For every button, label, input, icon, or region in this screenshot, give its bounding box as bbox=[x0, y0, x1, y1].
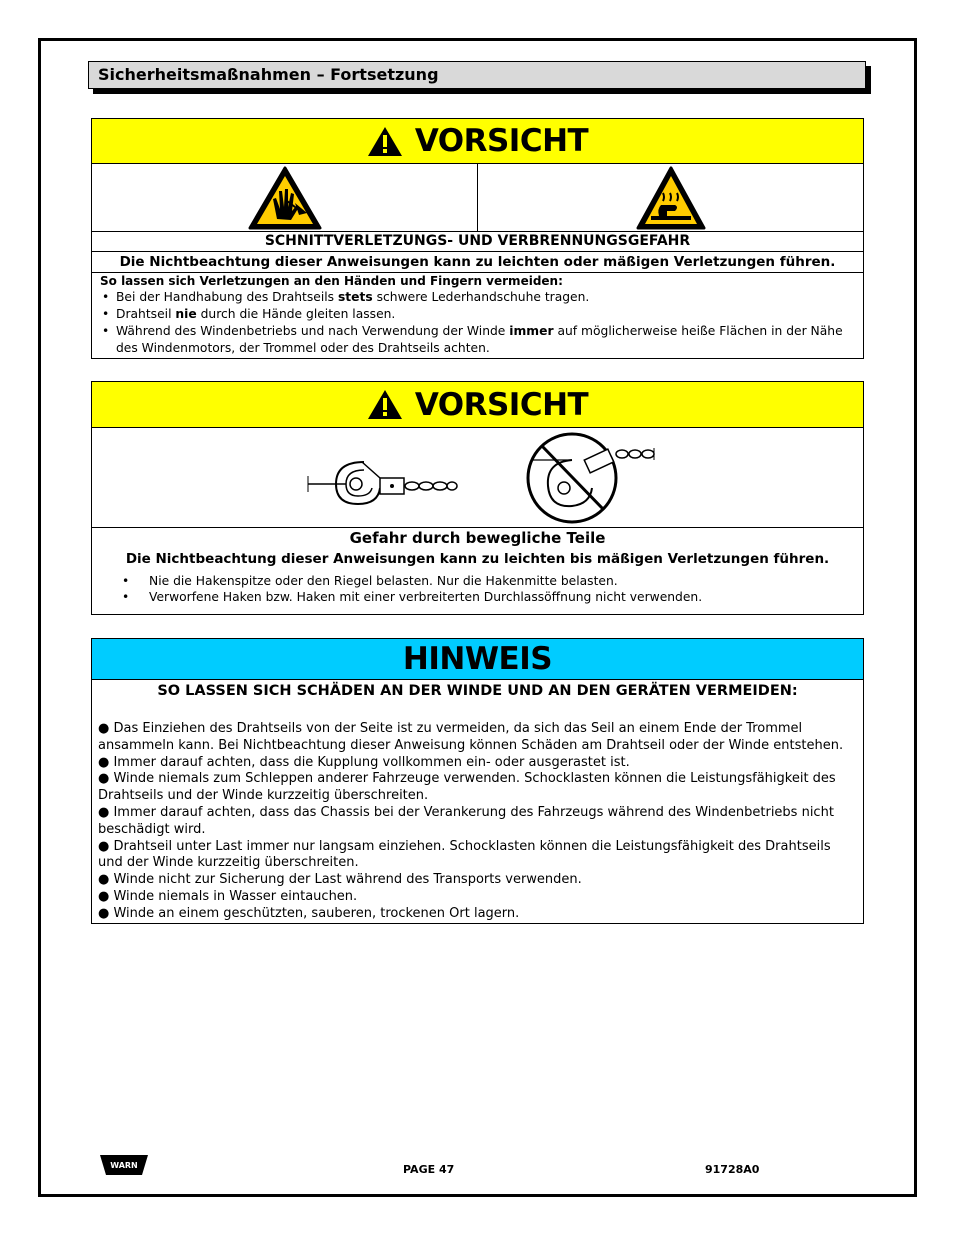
warning-triangle-icon bbox=[367, 389, 403, 420]
list-item: ● Drahtseil unter Last immer nur langsam einziehen. Schocklasten können die Leistungsfähigkeit des Drahtseils und der Winde kurzzeitig überschreiten. bbox=[98, 838, 831, 871]
list-item: • Bei der Handhabung des Drahtseils stets schwere Lederhandschuhe tragen. bbox=[102, 290, 590, 304]
caution-panel-burn-cut bbox=[91, 118, 864, 359]
warn-logo bbox=[98, 1153, 150, 1177]
hazard-consequence: Die Nichtbeachtung dieser Anweisungen kann zu leichten oder mäßigen Verletzungen führen. bbox=[92, 252, 863, 273]
hazard-heading: Gefahr durch bewegliche Teile bbox=[349, 529, 606, 547]
caution-banner bbox=[92, 382, 863, 428]
page-number: PAGE 47 bbox=[403, 1163, 455, 1176]
hot-surface-hazard-icon bbox=[635, 165, 707, 231]
hook-correct-load-icon bbox=[306, 454, 458, 506]
list-item: • Verworfene Haken bzw. Haken mit einer verbreiterten Durchlassöffnung nicht verwenden. bbox=[122, 590, 703, 604]
list-item: ● Winde nicht zur Sicherung der Last während des Transports verwenden. bbox=[98, 872, 582, 888]
caution-banner bbox=[92, 119, 863, 164]
caution-list bbox=[92, 573, 863, 605]
hazard-intro: So lassen sich Verletzungen an den Händen und Fingern vermeiden: bbox=[100, 274, 563, 288]
list-item: • Nie die Hakenspitze oder den Riegel belasten. Nur die Hakenmitte belasten. bbox=[122, 574, 618, 588]
list-item: ● Das Einziehen des Drahtseils von der Seite ist zu vermeiden, da sich das Seil an einem Ende der Trommel ansammeln kann. Bei Nichtbeachtung dieser Anweisung können Schäden am Drahtseil oder der Winde entstehen. bbox=[98, 721, 844, 753]
notice-list bbox=[92, 701, 863, 923]
hook-illustration-row bbox=[92, 428, 863, 528]
list-item: ● Immer darauf achten, dass das Chassis bei der Verankerung des Fahrzeugs während des Windenbetriebs nicht beschädigt wird. bbox=[98, 804, 834, 837]
caution-list bbox=[100, 289, 863, 357]
list-item: • Während des Windenbetriebs und nach Verwendung der Winde immer auf möglicherweise heiße Flächen in der Nähe des Windenmotors, der Trommel oder des Drahtseils achten. bbox=[102, 324, 843, 355]
document-code: 91728A0 bbox=[705, 1163, 760, 1176]
hazard-heading: SCHNITTVERLETZUNGS- UND VERBRENNUNGSGEFAHR bbox=[92, 232, 863, 252]
list-item: ● Winde niemals in Wasser eintauchen. bbox=[98, 888, 358, 904]
list-item: ● Winde an einem geschützten, sauberen, trockenen Ort lagern. bbox=[98, 905, 520, 921]
section-header bbox=[88, 61, 871, 94]
notice-panel bbox=[91, 638, 864, 924]
list-item: • Drahtseil nie durch die Hände gleiten lassen. bbox=[102, 307, 396, 321]
caution-title: VORSICHT bbox=[414, 386, 589, 423]
notice-title: HINWEIS bbox=[402, 641, 553, 677]
list-item: ● Immer darauf achten, dass die Kupplung vollkommen ein- oder ausgerastet ist. bbox=[98, 754, 630, 770]
hook-incorrect-load-icon bbox=[522, 430, 662, 526]
caution-title: VORSICHT bbox=[414, 123, 589, 159]
hand-cut-hazard-icon bbox=[247, 165, 323, 231]
svg-text:WARN: WARN bbox=[110, 1161, 138, 1170]
caution-panel-moving-parts bbox=[91, 381, 864, 615]
hazard-symbols-row bbox=[92, 164, 863, 232]
notice-banner bbox=[92, 639, 863, 680]
notice-heading: SO LASSEN SICH SCHÄDEN AN DER WINDE UND AN DEN GERÄTEN VERMEIDEN: bbox=[157, 683, 798, 699]
warning-triangle-icon bbox=[367, 126, 403, 157]
hazard-consequence: Die Nichtbeachtung dieser Anweisungen kann zu leichten bis mäßigen Verletzungen führen. bbox=[125, 551, 830, 567]
list-item: ● Winde niemals zum Schleppen anderer Fahrzeuge verwenden. Schocklasten können die Leistungsfähigkeit des Drahtseils und der Winde kurzzeitig überschreiten. bbox=[98, 771, 836, 804]
section-title: Sicherheitsmaßnahmen – Fortsetzung bbox=[88, 61, 866, 89]
